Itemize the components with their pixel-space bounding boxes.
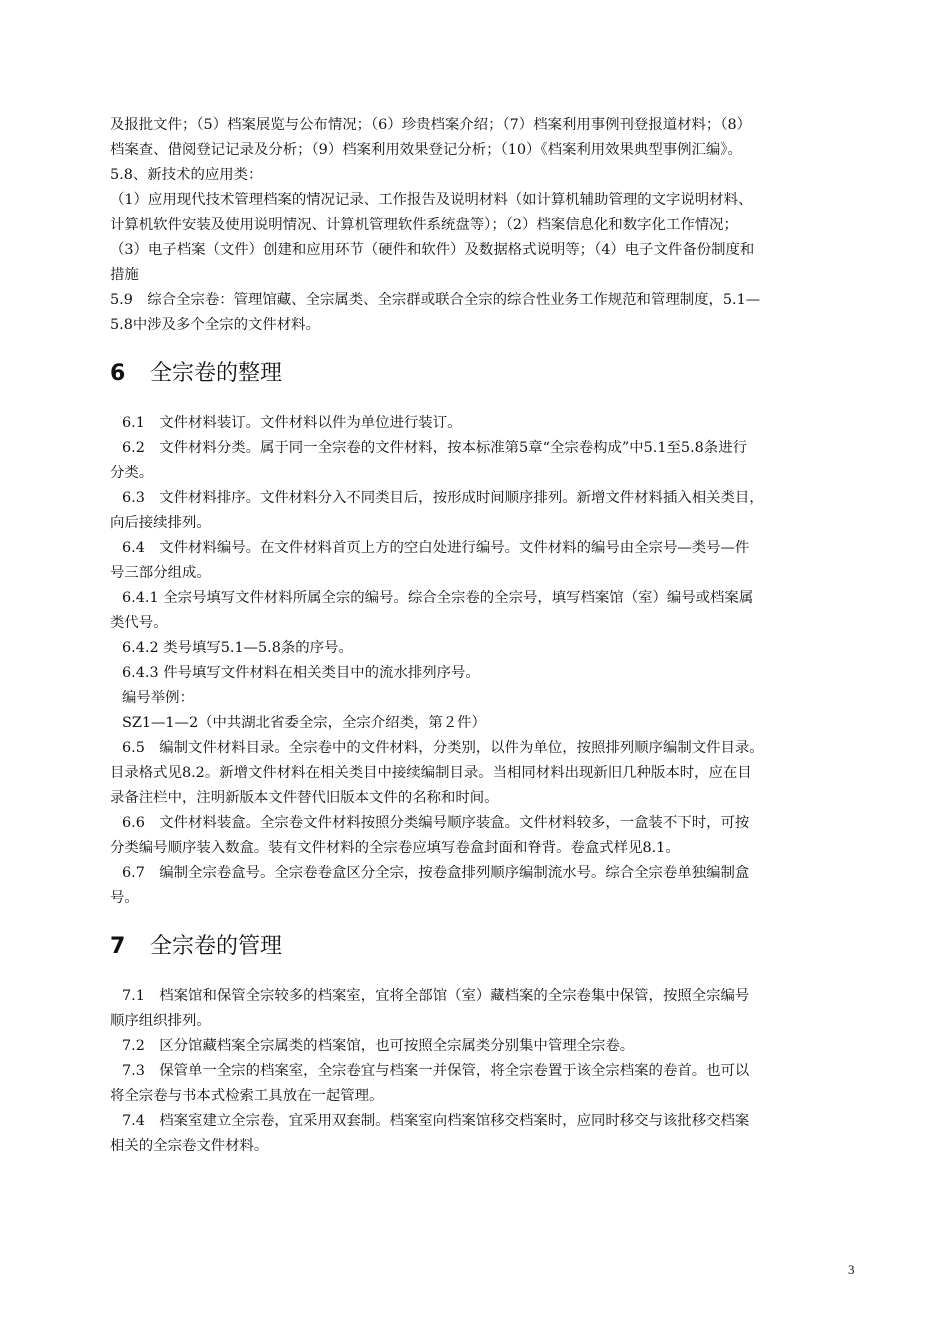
text-line: 6.4.2 类号填写5.1—5.8条的序号。	[122, 640, 353, 656]
text-line: 7.2 区分馆藏档案全宗属类的档案馆，也可按照全宗属类分别集中管理全宗卷。	[122, 1038, 635, 1054]
text-line: 5.9 综合全宗卷：管理馆藏、全宗属类、全宗群或联合全宗的综合性业务工作规范和管理制度，5.1—	[110, 292, 761, 308]
section-5-continuation	[110, 113, 862, 338]
text-line: 编号举例：	[122, 690, 194, 706]
text-line: 6.4 文件材料编号。在文件材料首页上方的空白处进行编号。文件材料的编号由全宗号—类号—件	[122, 540, 750, 556]
text-line: 6.1 文件材料装订。文件材料以件为单位进行装订。	[122, 415, 462, 431]
text-line: 7.4 档案室建立全宗卷，宜采用双套制。档案室向档案馆移交档案时，应同时移交与该批移交档案	[122, 1113, 750, 1129]
text-line: 措施	[110, 267, 139, 283]
text-line: （3）电子档案（文件）创建和应用环节（硬件和软件）及数据格式说明等；（4）电子文件备份制度和	[110, 242, 755, 258]
text-line: 档案查、借阅登记记录及分析；（9）档案利用效果登记分析；（10）《档案利用效果典型事例汇编》。	[110, 142, 742, 158]
text-line: （1）应用现代技术管理档案的情况记录、工作报告及说明材料（如计算机辅助管理的文字说明材料、	[110, 192, 753, 208]
text-line: 6.4.1 全宗号填写文件材料所属全宗的编号。综合全宗卷的全宗号，填写档案馆（室）编号或档案属	[122, 590, 754, 606]
text-line: 6.6 文件材料装盒。全宗卷文件材料按照分类编号顺序装盒。文件材料较多，一盒装不下时，可按	[122, 815, 750, 831]
text-line: 6.5 编制文件材料目录。全宗卷中的文件材料，分类别，以件为单位，按照排列顺序编制文件目录。	[122, 740, 764, 756]
text-line: 5.8中涉及多个全宗的文件材料。	[110, 317, 320, 333]
text-line: 7.3 保管单一全宗的档案室，全宗卷宜与档案一并保管，将全宗卷置于该全宗档案的卷首。也可以	[122, 1063, 750, 1079]
section-6-heading	[110, 359, 862, 389]
section-number: 6	[110, 361, 126, 386]
text-line: 目录格式见8.2。新增文件材料在相关类目中接续编制目录。当相同材料出现新旧几种版本时，应在目	[110, 765, 752, 781]
text-line: 类代号。	[110, 615, 168, 631]
text-line: 分类编号顺序装入数盒。装有文件材料的全宗卷应填写卷盒封面和脊背。卷盒式样见8.1。	[110, 840, 680, 856]
section-title: 全宗卷的整理	[150, 361, 283, 386]
text-line: SZ1—1—2（中共湖北省委全宗，全宗介绍类，第２件）	[122, 715, 486, 731]
text-line: 相关的全宗卷文件材料。	[110, 1138, 269, 1154]
section-7-body	[110, 984, 862, 1159]
text-line: 向后接续排列。	[110, 515, 211, 531]
text-line: 分类。	[110, 465, 154, 481]
text-line: 6.4.3 件号填写文件材料在相关类目中的流水排列序号。	[122, 665, 480, 681]
text-line: 将全宗卷与书本式检索工具放在一起管理。	[110, 1088, 384, 1104]
text-line: 顺序组织排列。	[110, 1013, 211, 1029]
page-number: 3	[848, 1262, 855, 1277]
text-line: 号三部分组成。	[110, 565, 211, 581]
text-line: 6.2 文件材料分类。属于同一全宗卷的文件材料，按本标准第5章“全宗卷构成”中5.1至5.8条进行	[122, 440, 747, 456]
text-line: 计算机软件安装及使用说明情况、计算机管理软件系统盘等）；（2）档案信息化和数字化工作情况；	[110, 217, 738, 233]
section-number: 7	[110, 934, 126, 959]
document-page	[110, 113, 862, 1159]
text-line: 7.1 档案馆和保管全宗较多的档案室，宜将全部馆（室）藏档案的全宗卷集中保管，按照全宗编号	[122, 988, 750, 1004]
text-line: 录备注栏中，注明新版本文件替代旧版本文件的名称和时间。	[110, 790, 499, 806]
text-line: 号。	[110, 890, 139, 906]
section-title: 全宗卷的管理	[150, 934, 283, 959]
text-line: 及报批文件；（5）档案展览与公布情况；（6）珍贵档案介绍；（7）档案利用事例刊登报道材料；（8）	[110, 117, 752, 133]
text-line: 6.3 文件材料排序。文件材料分入不同类目后，按形成时间顺序排列。新增文件材料插入相关类目，	[122, 490, 764, 506]
text-line: 5.8、新技术的应用类：	[110, 167, 263, 183]
text-line: 6.7 编制全宗卷盒号。全宗卷卷盒区分全宗，按卷盒排列顺序编制流水号。综合全宗卷单独编制盒	[122, 865, 750, 881]
section-6-body	[110, 411, 862, 911]
section-7-heading	[110, 932, 862, 962]
